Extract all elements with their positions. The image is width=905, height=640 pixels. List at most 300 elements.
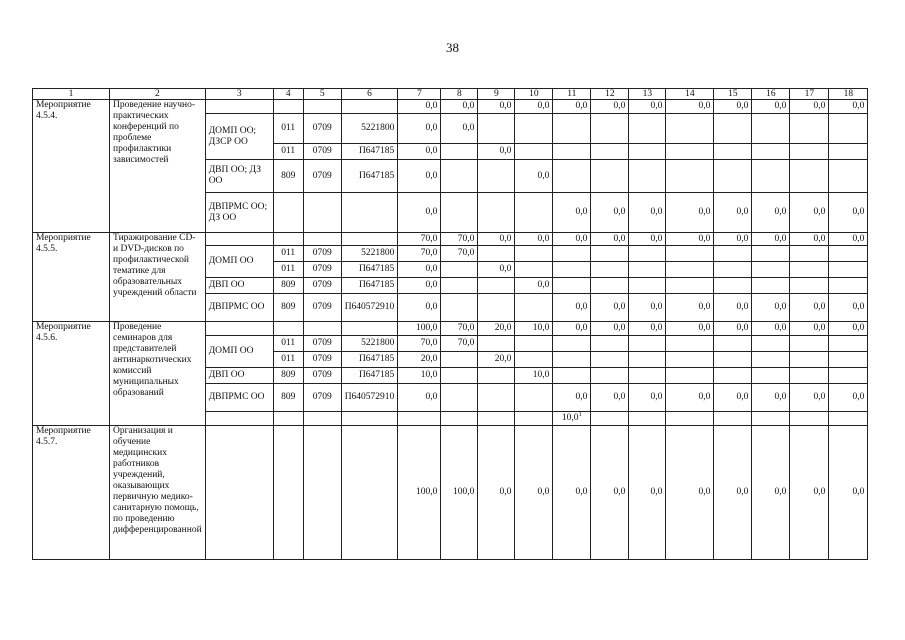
column-header: 17 xyxy=(790,89,829,100)
empty-cell xyxy=(752,412,790,426)
total-value-cell: 100,0 xyxy=(398,426,441,560)
measure-total-row xyxy=(33,426,868,560)
total-value-cell: 70,0 xyxy=(398,233,441,246)
item-code-cell xyxy=(341,100,398,114)
value-cell xyxy=(591,246,629,262)
total-value-cell: 0,0 xyxy=(591,322,629,336)
value-cell xyxy=(714,246,752,262)
value-cell xyxy=(666,336,714,352)
section-code-cell xyxy=(303,193,341,233)
value-cell xyxy=(441,278,478,294)
column-header: 4 xyxy=(273,89,303,100)
value-cell: 0,0 xyxy=(441,114,478,144)
value-cell xyxy=(752,278,790,294)
value-cell xyxy=(515,336,553,352)
value-cell: 0,0 xyxy=(398,294,441,322)
total-value-cell: 0,0 xyxy=(790,426,829,560)
executor-cell: ДВПРМС ОО xyxy=(205,384,273,412)
value-cell xyxy=(629,368,666,384)
value-cell: 20,0 xyxy=(478,352,515,368)
empty-cell xyxy=(591,412,629,426)
value-cell xyxy=(515,246,553,262)
value-cell xyxy=(441,160,478,193)
table-body xyxy=(33,89,868,560)
value-cell: 0,0 xyxy=(398,114,441,144)
value-cell: 0,0 xyxy=(666,193,714,233)
value-cell xyxy=(629,262,666,278)
value-cell: 0,0 xyxy=(666,294,714,322)
item-code-cell: П647185 xyxy=(341,352,398,368)
total-value-cell: 0,0 xyxy=(790,322,829,336)
value-cell: 0,0 xyxy=(666,384,714,412)
value-cell xyxy=(478,368,515,384)
total-value-cell: 0,0 xyxy=(478,426,515,560)
value-cell: 20,0 xyxy=(398,352,441,368)
value-cell: 0,0 xyxy=(829,294,868,322)
value-cell: 0,0 xyxy=(478,262,515,278)
total-value-cell: 0,0 xyxy=(666,322,714,336)
value-cell xyxy=(666,352,714,368)
value-cell xyxy=(478,384,515,412)
page-number: 38 xyxy=(446,40,459,55)
executor-cell: ДВП ОО; ДЗ ОО xyxy=(205,160,273,193)
value-cell xyxy=(829,114,868,144)
total-value-cell: 0,0 xyxy=(790,233,829,246)
value-cell xyxy=(591,160,629,193)
value-cell xyxy=(790,160,829,193)
budget-code-cell: 011 xyxy=(273,114,303,144)
value-cell xyxy=(790,368,829,384)
total-value-cell: 0,0 xyxy=(629,322,666,336)
value-cell xyxy=(714,262,752,278)
measure-id: Мероприятие 4.5.7. xyxy=(33,426,110,560)
measure-id: Мероприятие 4.5.5. xyxy=(33,233,110,322)
total-value-cell: 100,0 xyxy=(398,322,441,336)
value-cell: 70,0 xyxy=(441,336,478,352)
budget-code-cell xyxy=(273,322,303,336)
executor-cell: ДОМП ОО; ДЗСР ОО xyxy=(205,114,273,160)
measure-description: Организация и обучение медицинских работников учреждений, оказывающих первичную медико-санитарную помощь, по проведению дифференцированной xyxy=(110,426,206,560)
total-value-cell: 0,0 xyxy=(591,426,629,560)
value-cell xyxy=(441,262,478,278)
empty-cell xyxy=(398,412,441,426)
empty-cell xyxy=(441,412,478,426)
value-cell xyxy=(714,352,752,368)
column-header: 16 xyxy=(752,89,790,100)
section-code-cell xyxy=(303,233,341,246)
value-cell xyxy=(829,352,868,368)
executor-cell: ДВП ОО xyxy=(205,278,273,294)
value-cell: 0,0 xyxy=(714,294,752,322)
empty-cell xyxy=(666,412,714,426)
section-code-cell: 0709 xyxy=(303,144,341,160)
value-cell xyxy=(591,352,629,368)
value-cell: 70,0 xyxy=(398,246,441,262)
budget-code-cell: 809 xyxy=(273,278,303,294)
empty-cell xyxy=(341,412,398,426)
value-cell xyxy=(629,160,666,193)
value-cell xyxy=(829,368,868,384)
value-cell xyxy=(666,262,714,278)
value-cell: 0,0 xyxy=(591,384,629,412)
value-cell xyxy=(629,336,666,352)
value-cell xyxy=(553,144,591,160)
total-value-cell: 0,0 xyxy=(478,100,515,114)
total-value-cell: 0,0 xyxy=(398,100,441,114)
budget-code-cell: 011 xyxy=(273,144,303,160)
value-cell: 0,0 xyxy=(398,144,441,160)
empty-cell xyxy=(478,412,515,426)
value-cell: 0,0 xyxy=(591,294,629,322)
value-cell xyxy=(553,160,591,193)
value-cell xyxy=(515,114,553,144)
value-cell xyxy=(752,114,790,144)
item-code-cell: П647185 xyxy=(341,368,398,384)
value-cell xyxy=(591,336,629,352)
section-code-cell: 0709 xyxy=(303,160,341,193)
empty-cell xyxy=(303,412,341,426)
value-cell: 0,0 xyxy=(629,193,666,233)
value-cell: 70,0 xyxy=(398,336,441,352)
empty-cell xyxy=(829,412,868,426)
item-code-cell: П640572910 xyxy=(341,384,398,412)
total-value-cell: 0,0 xyxy=(591,233,629,246)
item-code-cell: П647185 xyxy=(341,262,398,278)
value-cell xyxy=(752,352,790,368)
total-value-cell: 0,0 xyxy=(714,426,752,560)
value-cell xyxy=(790,336,829,352)
value-cell: 0,0 xyxy=(553,294,591,322)
value-cell xyxy=(666,160,714,193)
measure-id: Мероприятие 4.5.6. xyxy=(33,322,110,426)
column-header: 3 xyxy=(205,89,273,100)
column-header: 6 xyxy=(341,89,398,100)
value-cell xyxy=(515,262,553,278)
value-cell: 0,0 xyxy=(478,144,515,160)
value-cell xyxy=(790,262,829,278)
measure-description: Проведение научно-практических конференций по проблеме профилактики зависимостей xyxy=(110,100,206,233)
column-header: 12 xyxy=(591,89,629,100)
total-value-cell: 0,0 xyxy=(553,426,591,560)
value-cell: 70,0 xyxy=(441,246,478,262)
value-cell: 0,0 xyxy=(790,294,829,322)
budget-code-cell: 011 xyxy=(273,246,303,262)
column-header: 11 xyxy=(553,89,591,100)
budget-code-cell xyxy=(273,233,303,246)
executor-cell: ДОМП ОО xyxy=(205,246,273,278)
total-value-cell: 0,0 xyxy=(752,322,790,336)
value-cell xyxy=(829,160,868,193)
value-cell xyxy=(478,246,515,262)
executor-cell xyxy=(205,322,273,336)
measure-description: Проведение семинаров для представителей антинаркотических комиссий муниципальных образований xyxy=(110,322,206,426)
budget-code-cell xyxy=(273,426,303,560)
budget-code-cell: 809 xyxy=(273,384,303,412)
section-code-cell: 0709 xyxy=(303,262,341,278)
value-cell xyxy=(629,114,666,144)
value-cell xyxy=(714,368,752,384)
footnote-mark: 1 xyxy=(578,411,582,418)
value-cell: 0,0 xyxy=(398,384,441,412)
value-cell xyxy=(553,278,591,294)
value-cell: 0,0 xyxy=(398,160,441,193)
section-code-cell: 0709 xyxy=(303,336,341,352)
value-cell: 0,0 xyxy=(515,160,553,193)
executor-cell: ДВП ОО xyxy=(205,368,273,384)
value-cell xyxy=(515,384,553,412)
value-cell xyxy=(752,160,790,193)
value-cell xyxy=(829,336,868,352)
executor-cell xyxy=(205,426,273,560)
value-cell xyxy=(752,144,790,160)
value-cell xyxy=(441,294,478,322)
value-cell: 0,0 xyxy=(398,278,441,294)
value-cell xyxy=(553,114,591,144)
value-cell xyxy=(714,336,752,352)
section-code-cell: 0709 xyxy=(303,384,341,412)
total-value-cell: 0,0 xyxy=(714,233,752,246)
empty-cell xyxy=(273,412,303,426)
budget-code-cell: 011 xyxy=(273,262,303,278)
value-cell xyxy=(790,144,829,160)
value-cell xyxy=(591,262,629,278)
value-cell xyxy=(714,278,752,294)
empty-cell xyxy=(714,412,752,426)
executor-cell: ДВПРМС ОО; ДЗ ОО xyxy=(205,193,273,233)
value-cell xyxy=(441,384,478,412)
item-code-cell: 5221800 xyxy=(341,336,398,352)
section-code-cell xyxy=(303,426,341,560)
value-cell xyxy=(790,114,829,144)
item-code-cell: П647185 xyxy=(341,278,398,294)
value-cell: 0,0 xyxy=(790,193,829,233)
total-value-cell: 0,0 xyxy=(553,322,591,336)
total-value-cell: 0,0 xyxy=(553,233,591,246)
executor-cell xyxy=(205,233,273,246)
value-cell xyxy=(591,368,629,384)
value-cell: 0,0 xyxy=(829,384,868,412)
total-value-cell: 0,0 xyxy=(714,322,752,336)
section-code-cell: 0709 xyxy=(303,278,341,294)
value-cell xyxy=(829,144,868,160)
budget-code-cell: 809 xyxy=(273,368,303,384)
empty-cell xyxy=(515,412,553,426)
empty-cell xyxy=(790,412,829,426)
column-header: 9 xyxy=(478,89,515,100)
value-cell: 0,0 xyxy=(629,384,666,412)
value-cell xyxy=(666,278,714,294)
value-cell xyxy=(553,336,591,352)
value-cell xyxy=(829,262,868,278)
value-cell xyxy=(752,262,790,278)
total-value-cell: 20,0 xyxy=(478,322,515,336)
section-code-cell: 0709 xyxy=(303,246,341,262)
column-header: 18 xyxy=(829,89,868,100)
column-header: 10 xyxy=(515,89,553,100)
measure-id: Мероприятие 4.5.4. xyxy=(33,100,110,233)
total-value-cell: 0,0 xyxy=(790,100,829,114)
total-value-cell: 70,0 xyxy=(441,233,478,246)
measure-total-row xyxy=(33,233,868,246)
value-cell xyxy=(790,278,829,294)
value-cell: 10,0 xyxy=(515,368,553,384)
value-cell xyxy=(629,246,666,262)
budget-code-cell xyxy=(273,100,303,114)
column-header: 13 xyxy=(629,89,666,100)
measure-description: Тиражирование CD- и DVD-дисков по профилактической тематике для образовательных учреждений области xyxy=(110,233,206,322)
item-code-cell: П640572910 xyxy=(341,294,398,322)
total-value-cell: 0,0 xyxy=(629,233,666,246)
value-cell xyxy=(714,160,752,193)
value-cell xyxy=(714,144,752,160)
section-code-cell: 0709 xyxy=(303,294,341,322)
value-cell xyxy=(515,294,553,322)
value-cell: 10,0 xyxy=(398,368,441,384)
total-value-cell: 0,0 xyxy=(515,100,553,114)
budget-code-cell xyxy=(273,193,303,233)
value-cell: 0,0 xyxy=(398,262,441,278)
footnote-value-cell xyxy=(553,412,591,426)
total-value-cell: 100,0 xyxy=(441,426,478,560)
value-cell xyxy=(553,246,591,262)
total-value-cell: 0,0 xyxy=(829,322,868,336)
total-value-cell: 0,0 xyxy=(714,100,752,114)
total-value-cell: 0,0 xyxy=(752,426,790,560)
section-code-cell: 0709 xyxy=(303,114,341,144)
item-code-cell xyxy=(341,322,398,336)
executor-cell xyxy=(205,100,273,114)
budget-code-cell: 809 xyxy=(273,294,303,322)
total-value-cell: 0,0 xyxy=(629,100,666,114)
value-cell xyxy=(629,352,666,368)
value-cell xyxy=(478,278,515,294)
value-cell xyxy=(553,368,591,384)
empty-cell xyxy=(205,412,273,426)
value-cell xyxy=(591,114,629,144)
item-code-cell: П647185 xyxy=(341,144,398,160)
value-cell: 0,0 xyxy=(790,384,829,412)
value-cell xyxy=(515,193,553,233)
total-value-cell: 0,0 xyxy=(666,426,714,560)
column-header: 1 xyxy=(33,89,110,100)
budget-code-cell: 011 xyxy=(273,336,303,352)
value-cell xyxy=(591,144,629,160)
total-value-cell: 0,0 xyxy=(515,233,553,246)
value-cell: 0,0 xyxy=(752,294,790,322)
total-value-cell: 0,0 xyxy=(829,426,868,560)
column-header-row xyxy=(33,89,868,100)
value-cell xyxy=(515,144,553,160)
value-cell: 0,0 xyxy=(515,278,553,294)
section-code-cell xyxy=(303,322,341,336)
value-cell xyxy=(752,336,790,352)
budget-table xyxy=(32,88,868,560)
item-code-cell: 5221800 xyxy=(341,246,398,262)
value-cell xyxy=(714,114,752,144)
value-cell xyxy=(478,193,515,233)
total-value-cell: 0,0 xyxy=(829,233,868,246)
budget-code-cell: 011 xyxy=(273,352,303,368)
value-cell xyxy=(752,246,790,262)
total-value-cell: 0,0 xyxy=(441,100,478,114)
value-cell: 0,0 xyxy=(591,193,629,233)
value-cell xyxy=(629,278,666,294)
value-cell xyxy=(441,352,478,368)
total-value-cell: 0,0 xyxy=(478,233,515,246)
value-cell xyxy=(666,144,714,160)
value-cell xyxy=(829,246,868,262)
item-code-cell: П647185 xyxy=(341,160,398,193)
value-cell xyxy=(790,246,829,262)
value-cell xyxy=(629,144,666,160)
value-cell xyxy=(591,278,629,294)
total-value-cell: 0,0 xyxy=(666,233,714,246)
executor-cell: ДОМП ОО xyxy=(205,336,273,368)
value-cell xyxy=(441,368,478,384)
value-cell xyxy=(666,246,714,262)
total-value-cell: 0,0 xyxy=(752,233,790,246)
section-code-cell xyxy=(303,100,341,114)
value-cell xyxy=(441,193,478,233)
total-value-cell: 0,0 xyxy=(829,100,868,114)
column-header: 2 xyxy=(110,89,206,100)
value-cell: 0,0 xyxy=(629,294,666,322)
value-cell xyxy=(515,352,553,368)
value-cell: 0,0 xyxy=(714,193,752,233)
value-cell xyxy=(666,368,714,384)
value-cell xyxy=(478,294,515,322)
item-code-cell xyxy=(341,426,398,560)
value-cell xyxy=(478,114,515,144)
column-header: 8 xyxy=(441,89,478,100)
value-cell xyxy=(478,336,515,352)
value-cell xyxy=(478,160,515,193)
value-cell: 0,0 xyxy=(714,384,752,412)
total-value-cell: 10,0 xyxy=(515,322,553,336)
column-header: 7 xyxy=(398,89,441,100)
value-cell xyxy=(829,278,868,294)
value-cell: 0,0 xyxy=(752,384,790,412)
section-code-cell: 0709 xyxy=(303,368,341,384)
value-cell: 0,0 xyxy=(553,193,591,233)
total-value-cell: 70,0 xyxy=(441,322,478,336)
measure-total-row xyxy=(33,100,868,114)
footnote-value: 10,0 xyxy=(561,413,579,423)
value-cell xyxy=(553,352,591,368)
value-cell xyxy=(752,368,790,384)
item-code-cell: 5221800 xyxy=(341,114,398,144)
section-code-cell: 0709 xyxy=(303,352,341,368)
total-value-cell: 0,0 xyxy=(629,426,666,560)
value-cell xyxy=(553,262,591,278)
value-cell: 0,0 xyxy=(829,193,868,233)
value-cell xyxy=(666,114,714,144)
item-code-cell xyxy=(341,193,398,233)
total-value-cell: 0,0 xyxy=(515,426,553,560)
total-value-cell: 0,0 xyxy=(591,100,629,114)
total-value-cell: 0,0 xyxy=(666,100,714,114)
column-header: 5 xyxy=(303,89,341,100)
column-header: 14 xyxy=(666,89,714,100)
item-code-cell xyxy=(341,233,398,246)
value-cell: 0,0 xyxy=(398,193,441,233)
budget-code-cell: 809 xyxy=(273,160,303,193)
column-header: 15 xyxy=(714,89,752,100)
total-value-cell: 0,0 xyxy=(553,100,591,114)
value-cell: 0,0 xyxy=(553,384,591,412)
measure-total-row xyxy=(33,322,868,336)
total-value-cell: 0,0 xyxy=(752,100,790,114)
